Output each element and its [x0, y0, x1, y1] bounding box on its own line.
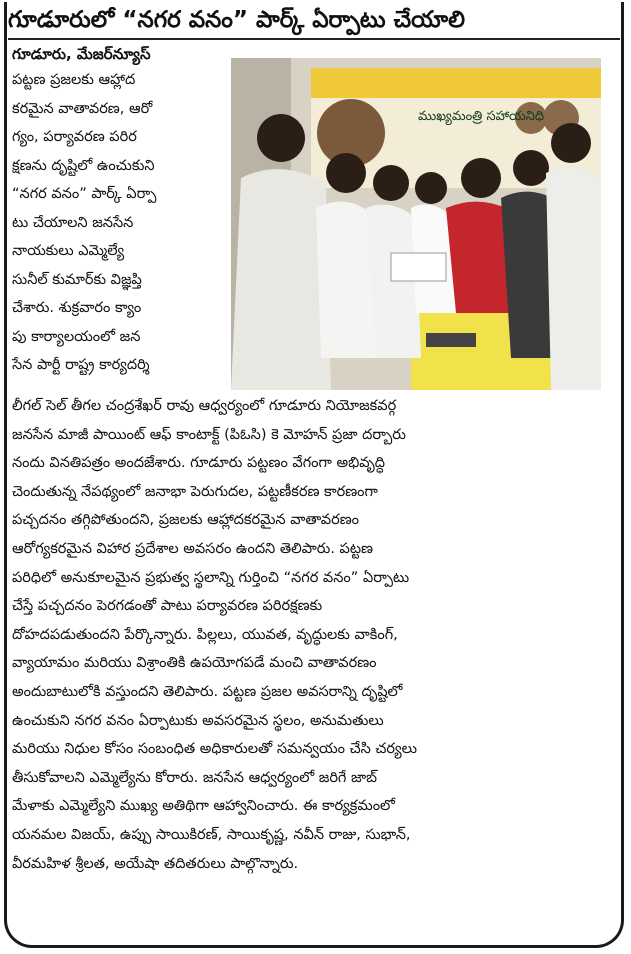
text-line: నాయకులు ఎమ్మెల్యే	[12, 243, 125, 259]
dateline: గూడూరు, మేజర్‌న్యూస్	[12, 45, 151, 63]
text-line: సునీల్ కుమార్‌కు విజ్ఞప్తి	[12, 271, 142, 288]
text-line: చేశారు. శుక్రవారం క్యాం	[12, 300, 142, 316]
text-line: జనసేన మాజీ పాయింట్ ఆఫ్ కాంటాక్ట్ (పిఓసి) కె మోహన్ ప్రజా దర్బారు	[12, 426, 406, 443]
text-line: వీరమహిళ శ్రీలత, అయేషా తదితరులు పాల్గొన్నారు.	[12, 855, 299, 872]
text-line: వ్యాయామం మరియు విశ్రాంతికి ఉపయోగపడే మంచి వాతావరణం	[12, 655, 377, 672]
text-line: చెందుతున్న నేపథ్యంలో జనాభా పెరుగుదల, పట్టణీకరణ కారణంగా	[12, 483, 378, 500]
article-body-text	[12, 392, 612, 878]
text-line: తీసుకోవాలని ఎమ్మెల్యేను కోరారు. జనసేన ఆధ్వర్యంలో జరిగే జాబ్	[12, 769, 378, 786]
text-line: గ్యం, పర్యావరణ పరిర	[12, 129, 137, 145]
text-line: క్షణను దృష్టిలో ఉంచుకుని	[12, 157, 155, 174]
text-line: పచ్చదనం తగ్గిపోతుందని, ప్రజలకు ఆహ్లాదకరమైన వాతావరణం	[12, 512, 360, 529]
text-line: పట్టణ ప్రజలకు ఆహ్లాద	[12, 72, 136, 88]
banner-text: ముఖ్యమంత్రి సహాయనిధి	[417, 109, 545, 124]
text-line: నందు వినతిపత్రం అందజేశారు. గూడూరు పట్టణం వేగంగా అభివృద్ధి	[12, 455, 385, 472]
text-line: టు చేయాలని జనసేన	[12, 214, 134, 231]
article-headline: గూడూరులో “నగర వనం” పార్క్ ఏర్పాటు చేయాలి	[8, 2, 620, 40]
text-line: మేళాకు ఎమ్మెల్యేని ముఖ్య అతిథిగా ఆహ్వానించారు. ఈ కార్యక్రమంలో	[12, 798, 395, 815]
news-photo	[231, 58, 601, 390]
photo-illustration	[231, 58, 601, 390]
text-line: కరమైన వాతావరణ, ఆరో	[12, 100, 153, 117]
text-line: మరియు నిధుల కోసం సంబంధిత అధికారులతో సమన్వయం చేసి చర్యలు	[12, 741, 417, 758]
text-line: సేన పార్టీ రాష్ట్ర కార్యదర్శి	[12, 357, 150, 373]
text-line: యనమల విజయ్, ఉప్పు సాయికిరణ్, సాయికృష్ణ, నవీన్ రాజు, సుభాన్,	[12, 826, 411, 843]
text-line: ఉంచుకుని నగర వనం ఏర్పాటుకు అవసరమైన స్థలం, అనుమతులు	[12, 712, 384, 729]
text-line: “నగర వనం” పార్క్ ఏర్పా	[12, 186, 157, 202]
text-line: దోహదపడుతుందని పేర్కొన్నారు. పిల్లలు, యువత, వృద్ధులకు వాకింగ్,	[12, 626, 398, 643]
text-line: ఆరోగ్యకరమైన విహార ప్రదేశాల అవసరం ఉందని తెలిపారు. పట్టణ	[12, 540, 374, 557]
text-line: లీగల్ సెల్ తీగల చంద్రశేఖర్ రావు ఆధ్వర్యంలో గూడూరు నియోజకవర్గ	[12, 398, 397, 414]
text-line: పరిధిలో అనుకూలమైన ప్రభుత్వ స్థలాన్ని గుర్తించి “నగర వనం” ఏర్పాటు	[12, 569, 410, 586]
text-line: చేస్తే పచ్చదనం పెరగడంతో పాటు పర్యావరణ పరిరక్షణకు	[12, 598, 323, 615]
text-line: పు కార్యాలయంలో జన	[12, 328, 141, 345]
text-line: అందుబాటులోకి వస్తుందని తెలిపారు. పట్టణ ప్రజల అవసరాన్ని దృష్టిలో	[12, 683, 403, 700]
article-column-text	[12, 66, 226, 380]
